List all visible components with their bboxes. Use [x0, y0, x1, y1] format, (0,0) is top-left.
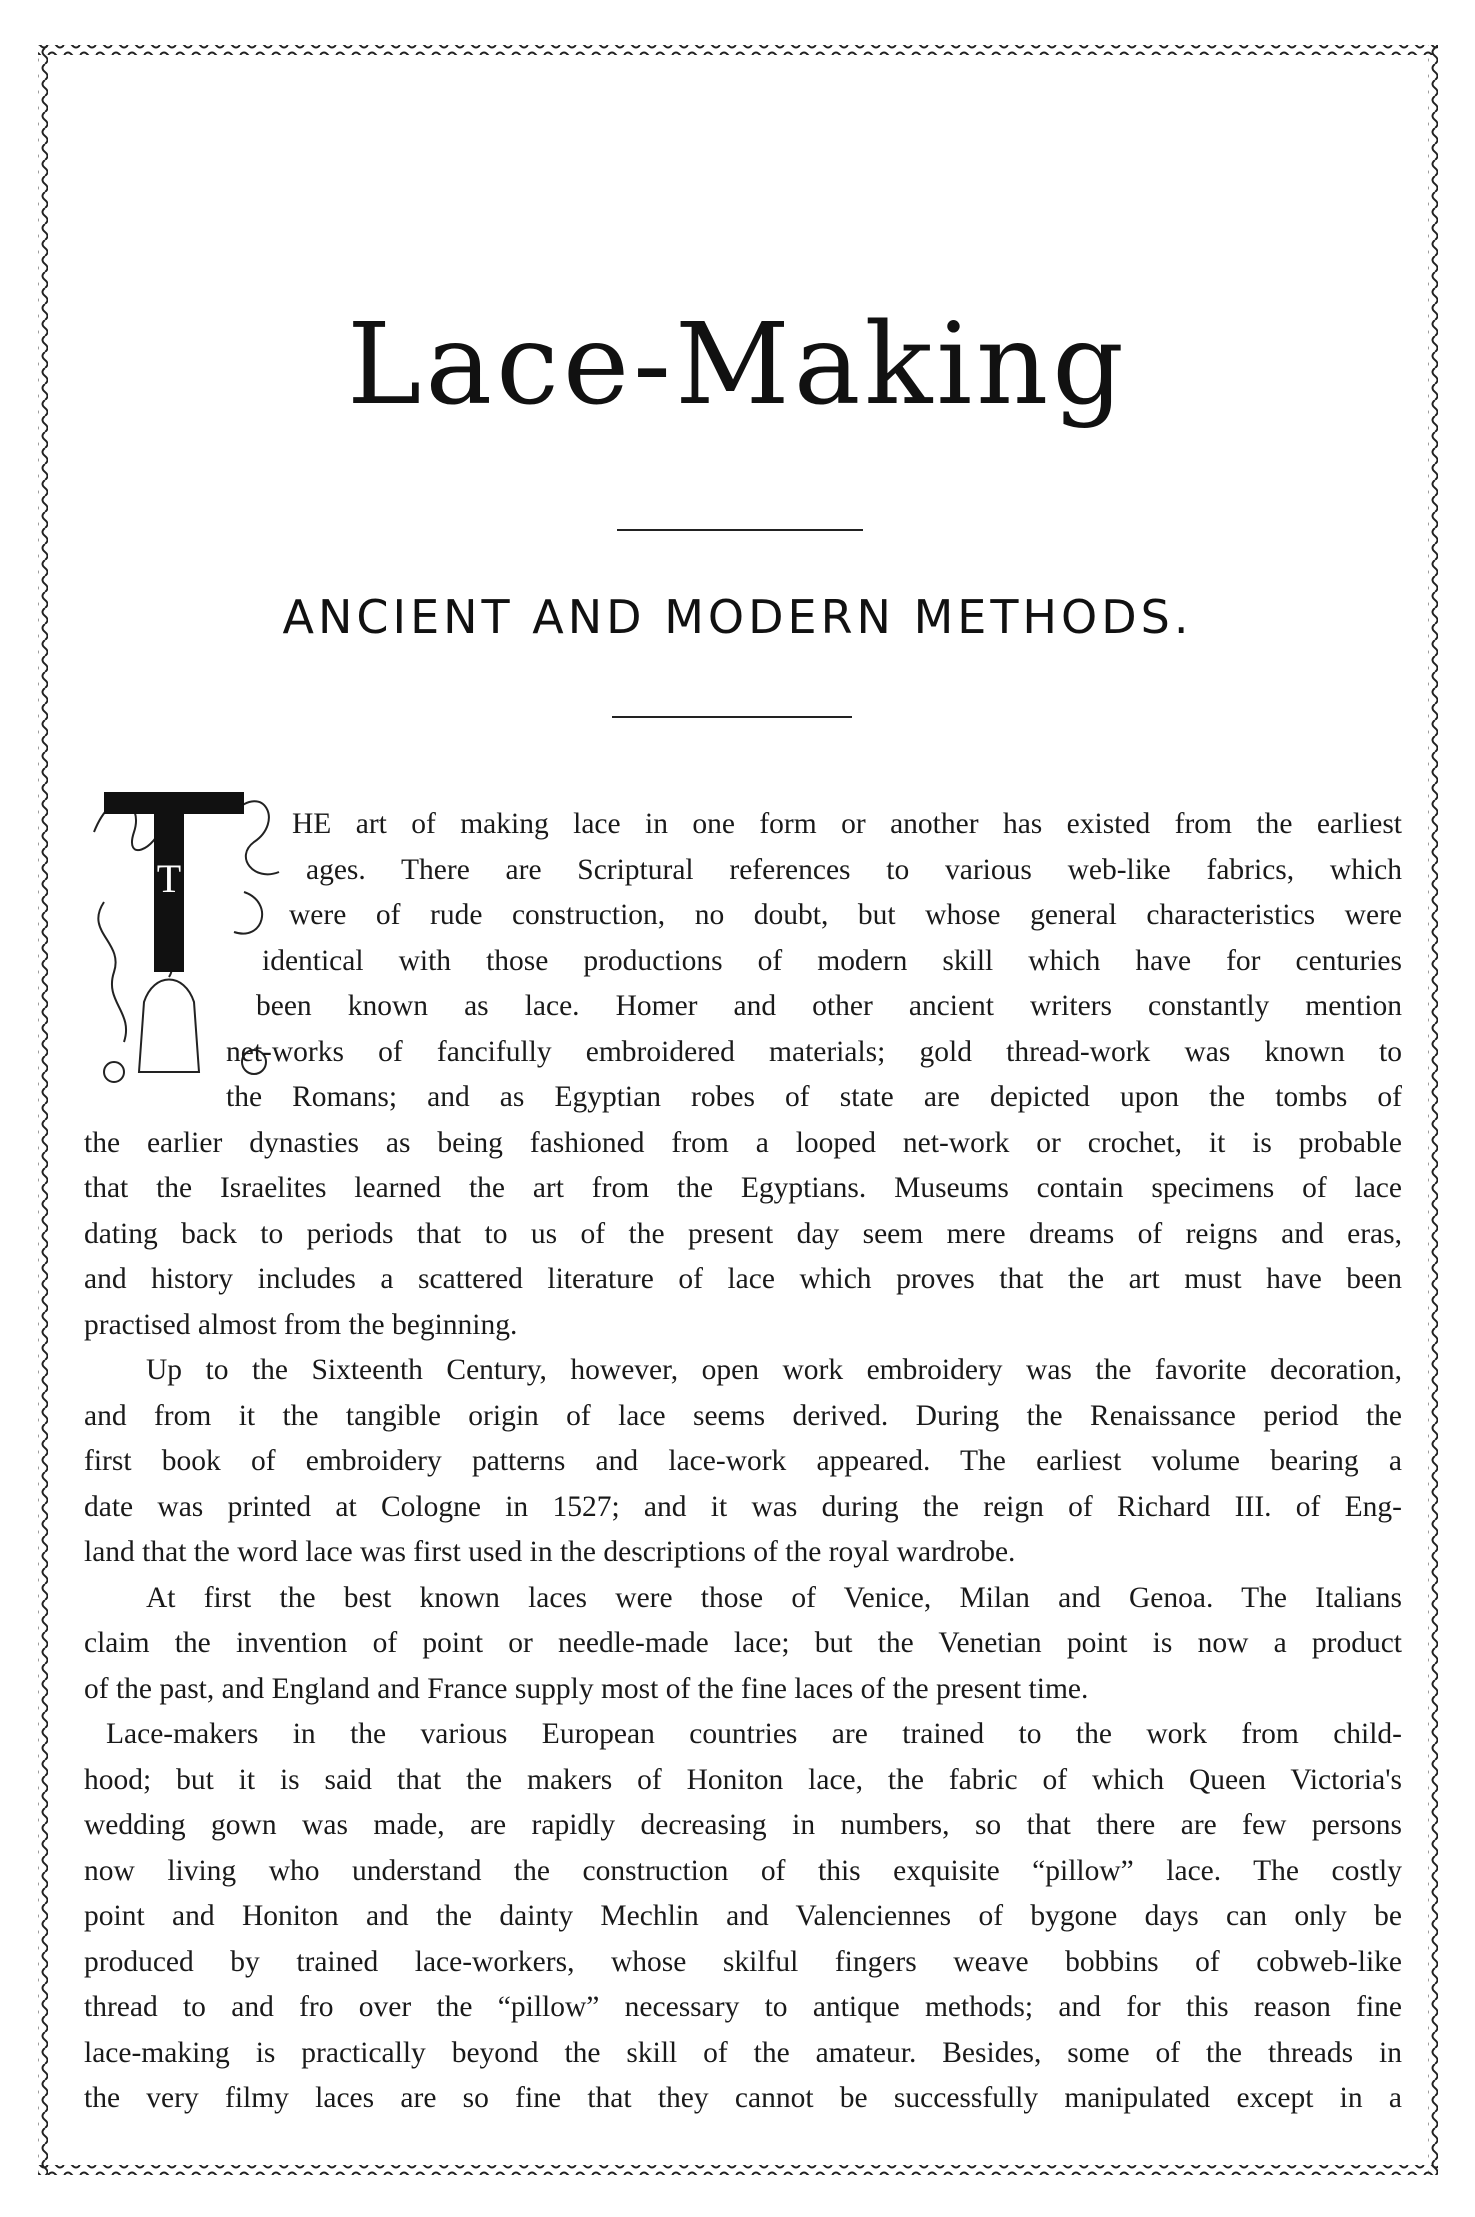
- text-line: of the past, and England and France supply most of the fine laces of the present time.: [84, 1672, 1089, 1705]
- text-line: date was printed at Cologne in 1527; and it was during the reign of Richard III. of Eng-: [84, 1490, 1402, 1523]
- text-line: the earlier dynasties as being fashioned from a looped net-work or crochet, it is probable: [84, 1126, 1402, 1159]
- text-line: thread to and fro over the “pillow” necessary to antique methods; and for this reason fine: [84, 1991, 1402, 2023]
- page-subtitle: ANCIENT AND MODERN METHODS.: [282, 590, 1193, 644]
- text-line: point and Honiton and the dainty Mechlin and Valenciennes of bygone days can only be: [84, 1900, 1402, 1932]
- text-line: ages. There are Scriptural references to various web-like fabrics, which: [306, 853, 1402, 886]
- paragraph: [84, 1712, 1402, 2122]
- text-line: that the Israelites learned the art from the Egyptians. Museums contain specimens of lace: [84, 1172, 1402, 1204]
- drop-cap-letter: T: [156, 856, 182, 901]
- text-line: wedding gown was made, are rapidly decreasing in numbers, so that there are few persons: [84, 1809, 1402, 1841]
- paragraph: [84, 1576, 1402, 1713]
- text-line: the Romans; and as Egyptian robes of state are depicted upon the tombs of: [226, 1081, 1402, 1113]
- text-line: lace-making is practically beyond the skill of the amateur. Besides, some of the threads in: [84, 2036, 1402, 2069]
- text-line: HE art of making lace in one form or another has existed from the earliest: [292, 808, 1402, 840]
- title-divider: [617, 529, 863, 531]
- text-line: the very filmy laces are so fine that they cannot be successfully manipulated except in a: [84, 2082, 1402, 2114]
- text-line: and from it the tangible origin of lace seems derived. During the Renaissance period the: [84, 1399, 1402, 1432]
- text-line: At first the best known laces were those of Venice, Milan and Genoa. The Italians: [146, 1581, 1402, 1614]
- text-line: first book of embroidery patterns and lace-work appeared. The earliest volume bearing a: [84, 1445, 1402, 1477]
- text-line: been known as lace. Homer and other ancient writers constantly mention: [256, 990, 1402, 1022]
- text-line: now living who understand the construction of this exquisite “pillow” lace. The costly: [84, 1854, 1402, 1887]
- text-line: dating back to periods that to us of the present day seem mere dreams of reigns and eras,: [84, 1217, 1402, 1250]
- text-line: were of rude construction, no doubt, but whose general characteristics were: [289, 899, 1402, 931]
- paragraph: [84, 1348, 1402, 1576]
- text-line: Up to the Sixteenth Century, however, open work embroidery was the favorite decoration,: [146, 1354, 1402, 1386]
- text-line: land that the word lace was first used in the descriptions of the royal wardrobe.: [84, 1536, 1016, 1568]
- text-line: net-works of fancifully embroidered materials; gold thread-work was known to: [226, 1035, 1402, 1068]
- page-title: Lace-Making: [347, 300, 1128, 430]
- text-line: and history includes a scattered literature of lace which proves that the art must have been: [84, 1263, 1402, 1295]
- text-line: practised almost from the beginning.: [84, 1308, 518, 1341]
- body-text: [84, 802, 1402, 2122]
- text-line: hood; but it is said that the makers of Honiton lace, the fabric of which Queen Victoria's: [84, 1763, 1402, 1796]
- text-line: produced by trained lace-workers, whose skilful fingers weave bobbins of cobweb-like: [84, 1945, 1402, 1978]
- subtitle-divider: [612, 716, 852, 718]
- paragraph: [84, 802, 1402, 1348]
- text-line: identical with those productions of modern skill which have for centuries: [262, 944, 1402, 977]
- text-line: Lace-makers in the various European countries are trained to the work from child-: [106, 1718, 1402, 1750]
- text-line: claim the invention of point or needle-made lace; but the Venetian point is now a product: [84, 1627, 1402, 1659]
